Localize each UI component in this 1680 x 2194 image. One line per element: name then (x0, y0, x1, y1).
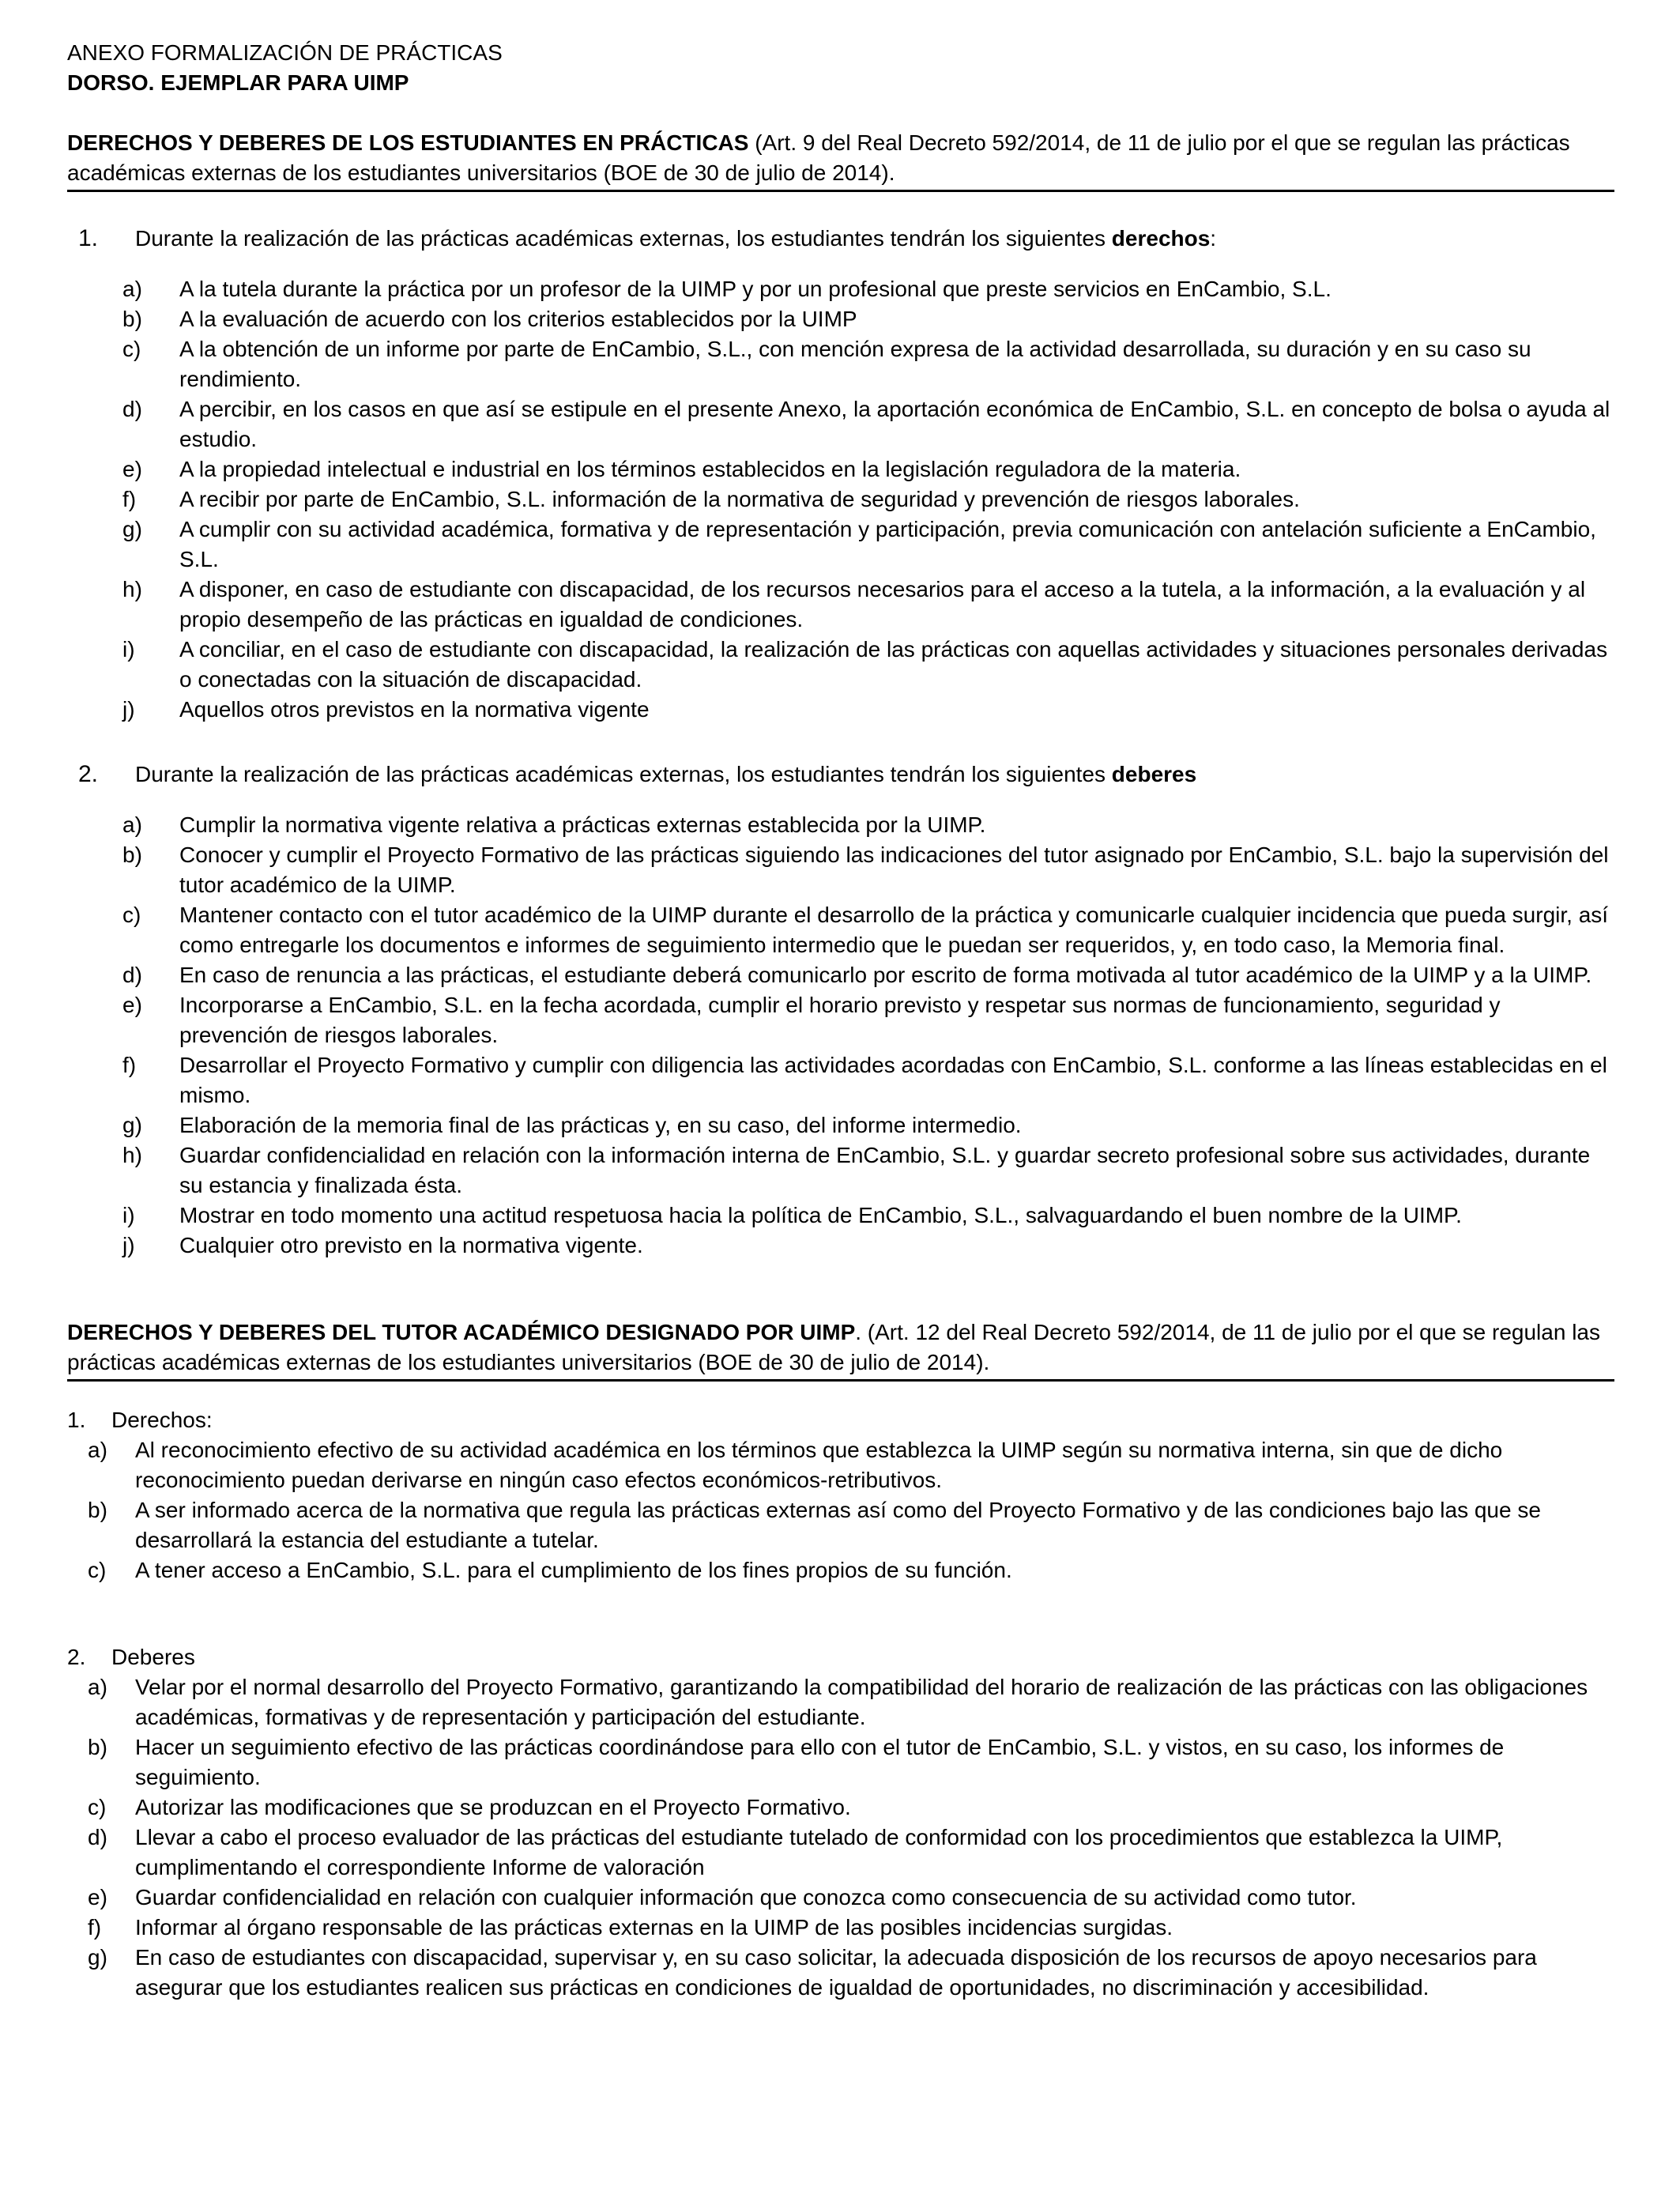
item-text: Cualquier otro previsto en la normativa vigente. (179, 1233, 643, 1257)
item-text: A la propiedad intelectual e industrial en los términos establecidos en la legislación reguladora de la materia. (179, 457, 1241, 481)
item-text: A la tutela durante la práctica por un profesor de la UIMP y por un profesional que preste servicios en EnCambio, S.L. (179, 277, 1332, 301)
item-text: Hacer un seguimiento efectivo de las prácticas coordinándose para ello con el tutor de EnCambio, S.L. y vistos, en su caso, los informes de seguimiento. (135, 1735, 1505, 1789)
list-item (67, 990, 1614, 1050)
tutor-rights-label: Derechos: (111, 1408, 213, 1432)
item-text: A conciliar, en el caso de estudiante con discapacidad, la realización de las prácticas con aquellas actividades y situaciones personales derivadas o conectadas con la situación de discapacidad. (179, 637, 1608, 692)
list-item (67, 1913, 1614, 1943)
item-label: b) (88, 1498, 107, 1522)
item-label: i) (122, 637, 135, 662)
item-text: Aquellos otros previstos en la normativa vigente (179, 697, 650, 722)
item-label: b) (88, 1735, 107, 1759)
list-item (67, 304, 1614, 334)
item-label: h) (122, 1143, 142, 1167)
item-text: Llevar a cabo el proceso evaluador de las prácticas del estudiante tutelado de conformidad con los procedimientos que establezca la UIMP, cumplimentando el correspondiente Informe de valoración (135, 1825, 1503, 1879)
item-label: h) (122, 577, 142, 601)
list-item (67, 1943, 1614, 2003)
item-text: A la evaluación de acuerdo con los criterios establecidos por la UIMP (179, 307, 857, 331)
list-item (67, 695, 1614, 725)
list-item (67, 840, 1614, 900)
tutor-title-bold: DERECHOS Y DEBERES DEL TUTOR ACADÉMICO DESIGNADO POR UIMP (67, 1320, 856, 1344)
list-item (67, 1435, 1614, 1495)
item-text: Al reconocimiento efectivo de su actividad académica en los términos que establezca la UIMP según su normativa interna, sin que de dicho reconocimiento puedan derivarse en ningún caso efectos económicos-retributivos. (135, 1438, 1503, 1492)
item-label: e) (122, 993, 142, 1017)
list-item (67, 1110, 1614, 1140)
list-item (67, 454, 1614, 484)
item-label: d) (88, 1825, 107, 1849)
item-text: Guardar confidencialidad en relación con cualquier información que conozca como consecuencia de su actividad como tutor. (135, 1885, 1357, 1909)
tutor-rights-number: 1. (67, 1408, 86, 1432)
students-duties-list (67, 810, 1614, 1261)
item-label: a) (122, 812, 142, 837)
list-item (67, 960, 1614, 990)
item-label: f) (122, 487, 137, 511)
item-text: Mostrar en todo momento una actitud respetuosa hacia la política de EnCambio, S.L., salvaguardando el buen nombre de la UIMP. (179, 1203, 1462, 1227)
tutor-rights-list (67, 1435, 1614, 1585)
list-item (67, 635, 1614, 695)
list-item (67, 515, 1614, 575)
item-text: Elaboración de la memoria final de las prácticas y, en su caso, del informe intermedio. (179, 1113, 1022, 1137)
list-item (67, 1231, 1614, 1261)
item-text: A ser informado acerca de la normativa que regula las prácticas externas así como del Proyecto Formativo y de las condiciones bajo las que se desarrollará la estancia del estudiante a tutelar. (135, 1498, 1541, 1552)
tutor-rights-heading (67, 1405, 1614, 1435)
list-item (67, 1555, 1614, 1585)
item-text: A disponer, en caso de estudiante con discapacidad, de los recursos necesarios para el acceso a la tutela, a la información, a la evaluación y al propio desempeño de las prácticas en igualdad de condiciones. (179, 577, 1586, 631)
tutor-section-title (67, 1318, 1614, 1382)
item-label: f) (88, 1915, 102, 1940)
list-item (67, 484, 1614, 515)
item-label: g) (122, 1113, 142, 1137)
list-item (67, 394, 1614, 454)
item-label: b) (122, 843, 142, 867)
students-rights-number: 1. (78, 225, 99, 251)
item-label: c) (88, 1558, 107, 1582)
list-item (67, 1883, 1614, 1913)
students-duties-heading (67, 760, 1614, 790)
list-item (67, 1050, 1614, 1110)
students-rights-suffix: : (1210, 226, 1217, 251)
students-rights-intro: Durante la realización de las prácticas académicas externas, los estudiantes tendrán los siguientes (135, 226, 1112, 251)
list-item (67, 1793, 1614, 1823)
item-label: c) (122, 903, 141, 927)
item-label: a) (88, 1438, 107, 1462)
item-text: Desarrollar el Proyecto Formativo y cumplir con diligencia las actividades acordadas con EnCambio, S.L. conforme a las líneas establecidas en el mismo. (179, 1053, 1607, 1107)
item-label: a) (122, 277, 142, 301)
item-label: e) (88, 1885, 107, 1909)
list-item (67, 1732, 1614, 1793)
students-title-bold: DERECHOS Y DEBERES DE LOS ESTUDIANTES EN PRÁCTICAS (67, 130, 749, 155)
list-item (67, 810, 1614, 840)
item-text: A recibir por parte de EnCambio, S.L. información de la normativa de seguridad y prevención de riesgos laborales. (179, 487, 1300, 511)
list-item (67, 1672, 1614, 1732)
list-item (67, 274, 1614, 304)
copy-label: DORSO. EJEMPLAR PARA UIMP (67, 70, 409, 95)
tutor-duties-number: 2. (67, 1645, 86, 1669)
list-item (67, 1823, 1614, 1883)
item-label: d) (122, 397, 142, 421)
item-text: Incorporarse a EnCambio, S.L. en la fecha acordada, cumplir el horario previsto y respetar sus normas de funcionamiento, seguridad y prevención de riesgos laborales. (179, 993, 1501, 1047)
students-duties-keyword: deberes (1111, 762, 1197, 786)
item-label: i) (122, 1203, 135, 1227)
item-label: g) (88, 1945, 107, 1970)
students-rights-heading (67, 224, 1614, 254)
item-text: Autorizar las modificaciones que se produzcan en el Proyecto Formativo. (135, 1795, 851, 1819)
item-text: Cumplir la normativa vigente relativa a prácticas externas establecida por la UIMP. (179, 812, 986, 837)
annex-title: ANEXO FORMALIZACIÓN DE PRÁCTICAS (67, 40, 503, 65)
tutor-duties-list (67, 1672, 1614, 2003)
list-item (67, 1201, 1614, 1231)
item-text: Guardar confidencialidad en relación con la información interna de EnCambio, S.L. y guardar secreto profesional sobre sus actividades, durante su estancia y finalizada ésta. (179, 1143, 1591, 1197)
item-text: Velar por el normal desarrollo del Proyecto Formativo, garantizando la compatibilidad del horario de realización de las prácticas con las obligaciones académicas, formativas y de representación y participación del estudiante. (135, 1675, 1588, 1729)
students-duties-number: 2. (78, 761, 99, 787)
item-label: d) (122, 963, 142, 987)
item-label: c) (122, 337, 141, 361)
item-text: En caso de estudiantes con discapacidad, supervisar y, en su caso solicitar, la adecuada disposición de los recursos de apoyo necesarios para asegurar que los estudiantes realicen sus prácticas en condiciones de igualdad de oportunidades, no discriminación y accesibilidad. (135, 1945, 1537, 2000)
item-label: j) (122, 697, 135, 722)
students-title-reference: (Art. 9 del Real Decreto 592/2014, de 11 de julio por el que se regulan las prácticas académicas externas de los estudiantes universitarios (BOE de 30 de julio de 2014). (67, 130, 1570, 185)
item-label: a) (88, 1675, 107, 1699)
item-label: e) (122, 457, 142, 481)
item-text: A cumplir con su actividad académica, formativa y de representación y participación, previa comunicación con antelación suficiente a EnCambio, S.L. (179, 517, 1596, 571)
item-text: A tener acceso a EnCambio, S.L. para el cumplimiento de los fines propios de su función. (135, 1558, 1012, 1582)
list-item (67, 575, 1614, 635)
document-page (67, 38, 1614, 2003)
item-text: A percibir, en los casos en que así se estipule en el presente Anexo, la aportación económica de EnCambio, S.L. en concepto de bolsa o ayuda al estudio. (179, 397, 1610, 451)
students-rights-keyword: derechos (1111, 226, 1211, 251)
item-label: j) (122, 1233, 135, 1257)
students-rights-list (67, 274, 1614, 725)
students-duties-intro: Durante la realización de las prácticas académicas externas, los estudiantes tendrán los siguientes (135, 762, 1112, 786)
students-section-title (67, 128, 1614, 192)
tutor-duties-heading (67, 1642, 1614, 1672)
tutor-title-reference: . (Art. 12 del Real Decreto 592/2014, de 11 de julio por el que se regulan las prácticas académicas externas de los estudiantes universitarios (BOE de 30 de julio de 2014). (67, 1320, 1600, 1374)
item-text: Conocer y cumplir el Proyecto Formativo de las prácticas siguiendo las indicaciones del tutor asignado por EnCambio, S.L. bajo la supervisión del tutor académico de la UIMP. (179, 843, 1609, 897)
tutor-duties-label: Deberes (111, 1645, 195, 1669)
item-label: g) (122, 517, 142, 541)
list-item (67, 1140, 1614, 1201)
item-label: b) (122, 307, 142, 331)
item-label: f) (122, 1053, 137, 1077)
item-label: c) (88, 1795, 107, 1819)
item-text: A la obtención de un informe por parte de EnCambio, S.L., con mención expresa de la actividad desarrollada, su duración y en su caso su rendimiento. (179, 337, 1531, 391)
item-text: Informar al órgano responsable de las prácticas externas en la UIMP de las posibles incidencias surgidas. (135, 1915, 1173, 1940)
item-text: En caso de renuncia a las prácticas, el estudiante deberá comunicarlo por escrito de forma motivada al tutor académico de la UIMP y a la UIMP. (179, 963, 1592, 987)
item-text: Mantener contacto con el tutor académico de la UIMP durante el desarrollo de la práctica y comunicarle cualquier incidencia que pueda surgir, así como entregarle los documentos e informes de seguimiento intermedio que le puedan ser requeridos, y, en todo caso, la Memoria final. (179, 903, 1609, 957)
list-item (67, 1495, 1614, 1555)
list-item (67, 900, 1614, 960)
list-item (67, 334, 1614, 394)
